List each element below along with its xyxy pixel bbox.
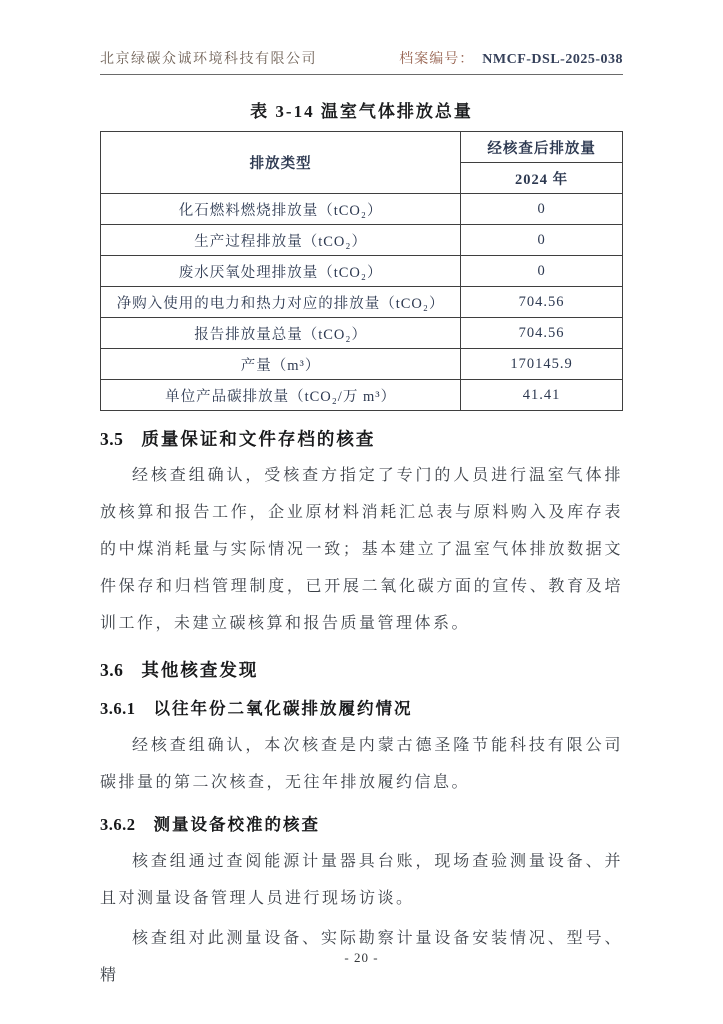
section-title: 测量设备校准的核查 <box>153 815 320 834</box>
section-number: 3.6.2 <box>100 815 136 834</box>
emission-value-cell: 0 <box>461 194 623 225</box>
emission-type-cell: 净购入使用的电力和热力对应的排放量（tCO₂） <box>101 287 461 318</box>
emission-type-cell: 化石燃料燃烧排放量（tCO₂） <box>101 194 461 225</box>
emission-value-cell: 170145.9 <box>461 349 623 380</box>
column-header-verified-emissions: 经核查后排放量 <box>461 132 623 163</box>
emission-value-cell: 704.56 <box>461 318 623 349</box>
emission-type-cell: 生产过程排放量（tCO₂） <box>101 225 461 256</box>
archive-number-value: NMCF-DSL-2025-038 <box>482 52 623 67</box>
emission-type-cell: 废水厌氧处理排放量（tCO₂） <box>101 256 461 287</box>
table-row <box>101 380 623 411</box>
emission-type-cell: 单位产品碳排放量（tCO₂/万 m³） <box>101 380 461 411</box>
table-title: 表 3-14 温室气体排放总量 <box>250 102 473 121</box>
table-row <box>101 194 623 225</box>
section-heading-3-6-1 <box>100 694 623 724</box>
table-row <box>101 287 623 318</box>
section-3-6-2-paragraph-1: 核查组通过查阅能源计量器具台账，现场查验测量设备、并且对测量设备管理人员进行现场访谈。 <box>100 853 623 907</box>
section-number: 3.6.1 <box>100 699 136 718</box>
emissions-table <box>100 131 623 411</box>
emission-type-cell: 产量（m³） <box>101 349 461 380</box>
page-number: - 20 - <box>344 950 379 965</box>
page-header <box>100 48 623 75</box>
section-heading-3-5 <box>100 424 623 454</box>
table-row <box>101 225 623 256</box>
table-row <box>101 349 623 380</box>
section-number: 3.5 <box>100 429 124 449</box>
section-3-6-1-paragraph: 经核查组确认，本次核查是内蒙古德圣隆节能科技有限公司碳排量的第二次核查，无往年排放履约信息。 <box>100 737 623 791</box>
header-company-name: 北京绿碳众诚环境科技有限公司 <box>100 52 317 67</box>
table-row <box>101 318 623 349</box>
section-3-5-paragraph: 经核查组确认，受核查方指定了专门的人员进行温室气体排放核算和报告工作，企业原材料消耗汇总表与原料购入及库存表的中煤消耗量与实际情况一致；基本建立了温室气体排放数据文件保存和归档管理制度，已开展二氧化碳方面的宣传、教育及培训工作，未建立碳核算和报告质量管理体系。 <box>100 467 623 632</box>
section-number: 3.6 <box>100 660 124 680</box>
section-title: 其他核查发现 <box>141 660 259 680</box>
section-heading-3-6 <box>100 655 623 685</box>
header-archive-number <box>399 48 623 68</box>
emission-value-cell: 0 <box>461 256 623 287</box>
table-row <box>101 256 623 287</box>
section-heading-3-6-2 <box>100 810 623 840</box>
emission-value-cell: 41.41 <box>461 380 623 411</box>
emission-value-cell: 704.56 <box>461 287 623 318</box>
section-title: 质量保证和文件存档的核查 <box>141 429 376 449</box>
archive-number-label: 档案编号： <box>399 52 475 67</box>
column-header-emission-type: 排放类型 <box>101 132 461 194</box>
section-3-6-2-paragraph-2: 核查组对此测量设备、实际勘察计量设备安装情况、型号、精 <box>100 930 623 984</box>
emission-value-cell: 0 <box>461 225 623 256</box>
table-header-row <box>101 132 623 163</box>
column-header-year: 2024 年 <box>461 163 623 194</box>
emission-type-cell: 报告排放量总量（tCO₂） <box>101 318 461 349</box>
section-title: 以往年份二氧化碳排放履约情况 <box>153 699 413 718</box>
